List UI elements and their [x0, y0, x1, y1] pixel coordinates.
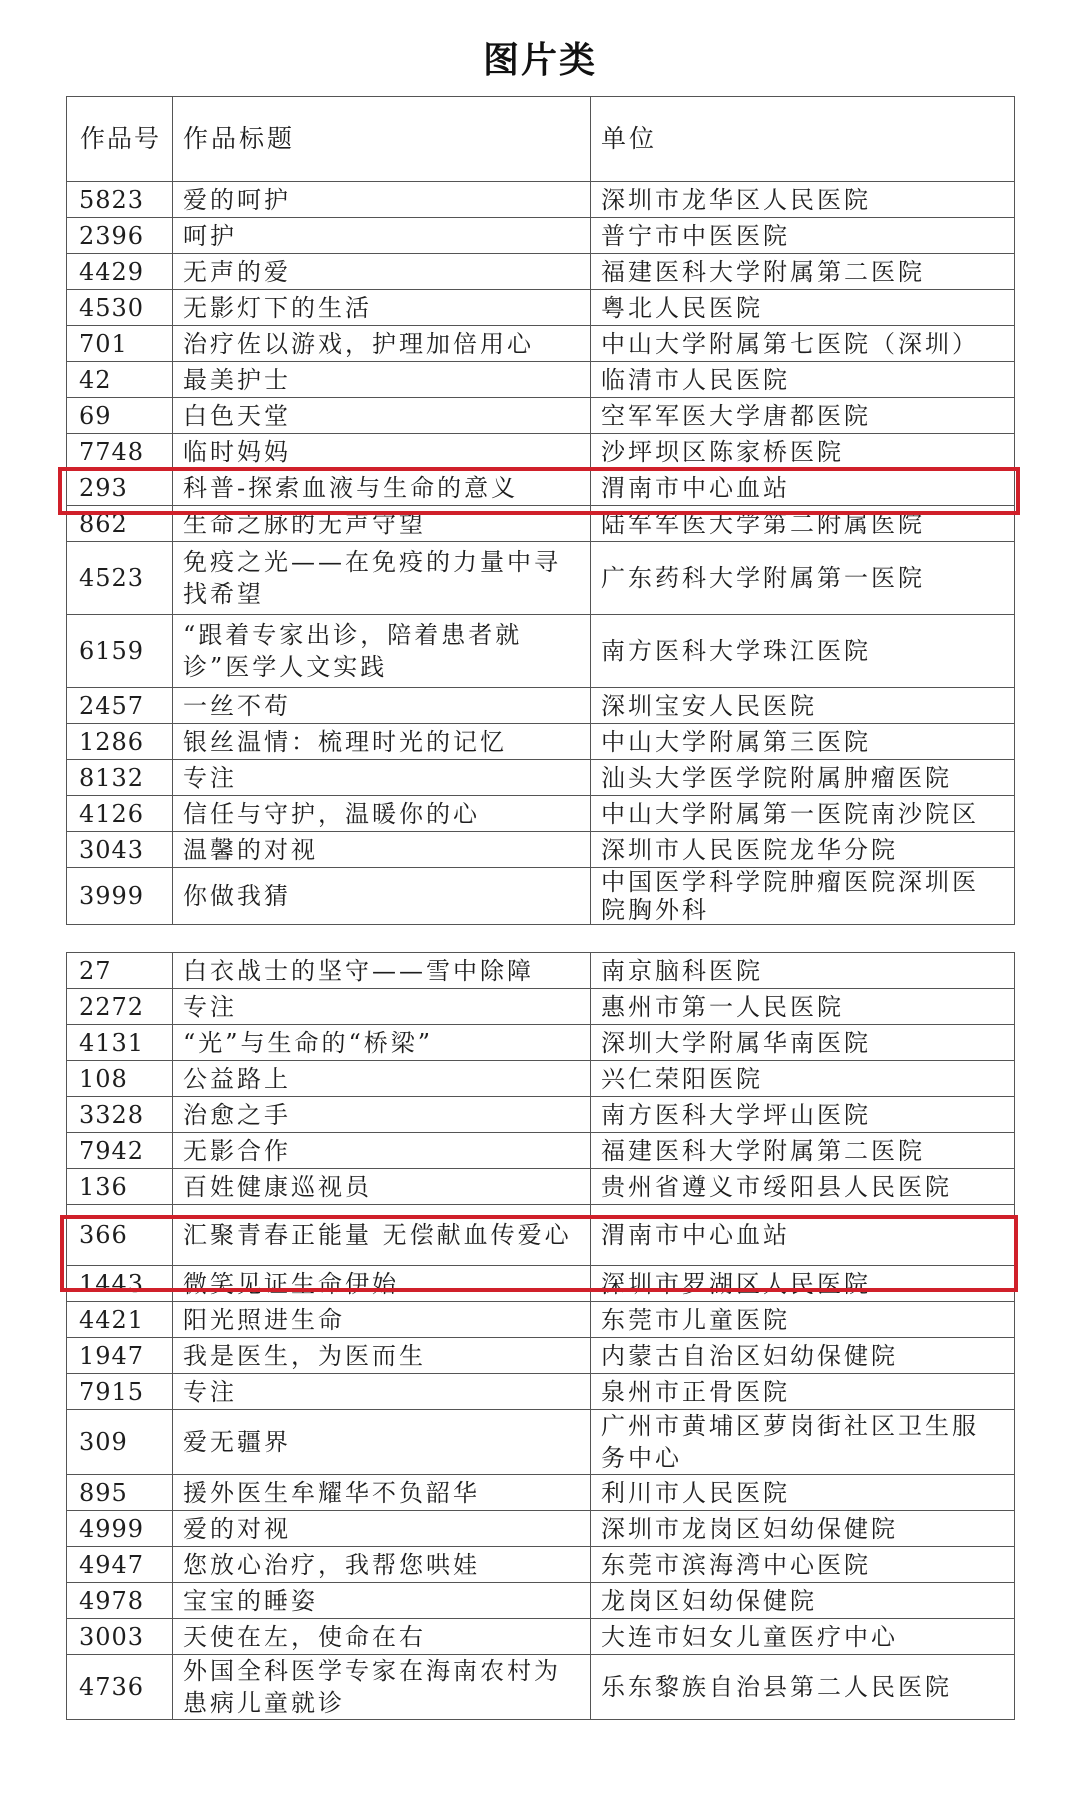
work-title-cell: 阳光照进生命 [173, 1302, 591, 1338]
work-number-cell: 4947 [67, 1547, 173, 1583]
work-title-cell: 我是医生，为医而生 [173, 1338, 591, 1374]
table-row [67, 1061, 1015, 1097]
table-row [67, 760, 1015, 796]
unit-cell: 龙岗区妇幼保健院 [591, 1583, 1015, 1619]
work-title-cell: 白衣战士的坚守——雪中除障 [173, 953, 591, 989]
table-row [67, 398, 1015, 434]
work-title-cell: 您放心治疗，我帮您哄娃 [173, 1547, 591, 1583]
unit-cell: 中山大学附属第一医院南沙院区 [591, 796, 1015, 832]
unit-cell: 东莞市滨海湾中心医院 [591, 1547, 1015, 1583]
table-header [67, 97, 1015, 182]
page-break-gap [60, 931, 1020, 943]
work-title-cell: 外国全科医学专家在海南农村为患病儿童就诊 [173, 1655, 591, 1720]
unit-cell: 乐东黎族自治县第二人民医院 [591, 1655, 1015, 1720]
work-number-cell: 1947 [67, 1338, 173, 1374]
table-row [67, 326, 1015, 362]
work-title-cell: 临时妈妈 [173, 434, 591, 470]
work-number-cell: 2457 [67, 688, 173, 724]
work-number-cell: 7942 [67, 1133, 173, 1169]
unit-cell: 泉州市正骨医院 [591, 1374, 1015, 1410]
table-row [67, 832, 1015, 868]
table-row [67, 290, 1015, 326]
header-row [67, 97, 1015, 182]
work-title-cell: 公益路上 [173, 1061, 591, 1097]
work-number-cell: 293 [67, 470, 173, 506]
unit-cell: 粤北人民医院 [591, 290, 1015, 326]
unit-cell: 中山大学附属第三医院 [591, 724, 1015, 760]
unit-cell: 深圳宝安人民医院 [591, 688, 1015, 724]
table-row [67, 1374, 1015, 1410]
unit-cell: 深圳市人民医院龙华分院 [591, 832, 1015, 868]
unit-cell: 东莞市儿童医院 [591, 1302, 1015, 1338]
table-row [67, 1025, 1015, 1061]
unit-cell: 中国医学科学院肿瘤医院深圳医院胸外科 [591, 868, 1015, 925]
work-title-cell: 专注 [173, 1374, 591, 1410]
work-title-cell: 专注 [173, 989, 591, 1025]
work-number-cell: 3328 [67, 1097, 173, 1133]
table-row [67, 1266, 1015, 1302]
unit-cell: 内蒙古自治区妇幼保健院 [591, 1338, 1015, 1374]
work-title-cell: 最美护士 [173, 362, 591, 398]
table-row [67, 1511, 1015, 1547]
table-row [67, 1475, 1015, 1511]
table-row [67, 1169, 1015, 1205]
table-row [67, 953, 1015, 989]
unit-cell: 福建医科大学附属第二医院 [591, 1133, 1015, 1169]
unit-cell: 南方医科大学珠江医院 [591, 615, 1015, 688]
table-row [67, 1410, 1015, 1475]
unit-cell: 渭南市中心血站 [591, 470, 1015, 506]
work-number-cell: 69 [67, 398, 173, 434]
work-number-cell: 3003 [67, 1619, 173, 1655]
work-number-cell: 2272 [67, 989, 173, 1025]
unit-cell: 贵州省遵义市绥阳县人民医院 [591, 1169, 1015, 1205]
work-title-cell: 微笑见证生命伊始 [173, 1266, 591, 1302]
unit-cell: 沙坪坝区陈家桥医院 [591, 434, 1015, 470]
page-title: 图片类 [482, 40, 597, 81]
work-number-cell: 136 [67, 1169, 173, 1205]
table-row [67, 1655, 1015, 1720]
work-title-cell: 白色天堂 [173, 398, 591, 434]
work-number-cell: 4736 [67, 1655, 173, 1720]
work-number-cell: 5823 [67, 182, 173, 218]
work-number-cell: 1286 [67, 724, 173, 760]
work-number-cell: 1443 [67, 1266, 173, 1302]
work-number-cell: 8132 [67, 760, 173, 796]
table-row [67, 796, 1015, 832]
work-title-cell: 信任与守护，温暖你的心 [173, 796, 591, 832]
table-body-part-1 [67, 182, 1015, 925]
unit-cell: 惠州市第一人民医院 [591, 989, 1015, 1025]
work-number-cell: 108 [67, 1061, 173, 1097]
table-row [67, 218, 1015, 254]
work-number-cell: 7748 [67, 434, 173, 470]
work-title-cell: 爱无疆界 [173, 1410, 591, 1475]
work-title-cell: 爱的对视 [173, 1511, 591, 1547]
work-title-cell: 宝宝的睡姿 [173, 1583, 591, 1619]
table-row [67, 1205, 1015, 1266]
unit-cell: 南京脑科医院 [591, 953, 1015, 989]
work-number-cell: 42 [67, 362, 173, 398]
work-title-cell: 专注 [173, 760, 591, 796]
table-row [67, 542, 1015, 615]
unit-cell: 利川市人民医院 [591, 1475, 1015, 1511]
table-row [67, 362, 1015, 398]
unit-cell: 陆军军医大学第二附属医院 [591, 506, 1015, 542]
work-number-cell: 4530 [67, 290, 173, 326]
work-number-cell: 3043 [67, 832, 173, 868]
table-body-part-2 [67, 953, 1015, 1720]
table-row [67, 434, 1015, 470]
work-title-cell: 呵护 [173, 218, 591, 254]
work-number-cell: 862 [67, 506, 173, 542]
table-row [67, 688, 1015, 724]
unit-cell: 大连市妇女儿童医疗中心 [591, 1619, 1015, 1655]
work-number-cell: 4126 [67, 796, 173, 832]
table-row [67, 1338, 1015, 1374]
table-row [67, 254, 1015, 290]
work-number-cell: 4523 [67, 542, 173, 615]
unit-cell: 南方医科大学坪山医院 [591, 1097, 1015, 1133]
work-number-cell: 2396 [67, 218, 173, 254]
work-title-cell: 治疗佐以游戏，护理加倍用心 [173, 326, 591, 362]
table-row [67, 724, 1015, 760]
work-title-cell: 汇聚青春正能量 无偿献血传爱心 [173, 1205, 591, 1266]
table-row [67, 1302, 1015, 1338]
unit-cell: 渭南市中心血站 [591, 1205, 1015, 1266]
table-row [67, 1583, 1015, 1619]
work-title-cell: “光”与生命的“桥梁” [173, 1025, 591, 1061]
unit-cell: 广州市黄埔区萝岗街社区卫生服务中心 [591, 1410, 1015, 1475]
work-number-cell: 4429 [67, 254, 173, 290]
work-number-cell: 4978 [67, 1583, 173, 1619]
header-work-number: 作品号 [67, 97, 173, 182]
table-row [67, 1133, 1015, 1169]
header-unit: 单位 [591, 97, 1015, 182]
work-number-cell: 3999 [67, 868, 173, 925]
work-title-cell: 免疫之光——在免疫的力量中寻找希望 [173, 542, 591, 615]
work-title-cell: “跟着专家出诊，陪着患者就诊”医学人文实践 [173, 615, 591, 688]
unit-cell: 普宁市中医医院 [591, 218, 1015, 254]
work-title-cell: 你做我猜 [173, 868, 591, 925]
work-number-cell: 4131 [67, 1025, 173, 1061]
work-title-cell: 无声的爱 [173, 254, 591, 290]
table-row [67, 615, 1015, 688]
table-row [67, 506, 1015, 542]
work-number-cell: 366 [67, 1205, 173, 1266]
work-title-cell: 科普-探索血液与生命的意义 [173, 470, 591, 506]
award-table-part-1 [66, 96, 1015, 925]
table-row [67, 1097, 1015, 1133]
header-work-title: 作品标题 [173, 97, 591, 182]
table-row [67, 182, 1015, 218]
work-title-cell: 无影合作 [173, 1133, 591, 1169]
table-row [67, 1547, 1015, 1583]
unit-cell: 中山大学附属第七医院（深圳） [591, 326, 1015, 362]
unit-cell: 广东药科大学附属第一医院 [591, 542, 1015, 615]
work-title-cell: 治愈之手 [173, 1097, 591, 1133]
table-row [67, 868, 1015, 925]
table-row [67, 989, 1015, 1025]
unit-cell: 深圳市龙华区人民医院 [591, 182, 1015, 218]
work-title-cell: 无影灯下的生活 [173, 290, 591, 326]
work-number-cell: 4999 [67, 1511, 173, 1547]
work-number-cell: 27 [67, 953, 173, 989]
work-number-cell: 701 [67, 326, 173, 362]
work-number-cell: 309 [67, 1410, 173, 1475]
work-title-cell: 一丝不苟 [173, 688, 591, 724]
work-title-cell: 温馨的对视 [173, 832, 591, 868]
work-number-cell: 7915 [67, 1374, 173, 1410]
work-title-cell: 生命之脉的无声守望 [173, 506, 591, 542]
unit-cell: 临清市人民医院 [591, 362, 1015, 398]
work-number-cell: 6159 [67, 615, 173, 688]
unit-cell: 深圳大学附属华南医院 [591, 1025, 1015, 1061]
table-row [67, 1619, 1015, 1655]
work-title-cell: 天使在左，使命在右 [173, 1619, 591, 1655]
work-title-cell: 爱的呵护 [173, 182, 591, 218]
work-number-cell: 4421 [67, 1302, 173, 1338]
table-row [67, 470, 1015, 506]
unit-cell: 深圳市龙岗区妇幼保健院 [591, 1511, 1015, 1547]
work-number-cell: 895 [67, 1475, 173, 1511]
unit-cell: 深圳市罗湖区人民医院 [591, 1266, 1015, 1302]
unit-cell: 汕头大学医学院附属肿瘤医院 [591, 760, 1015, 796]
unit-cell: 福建医科大学附属第二医院 [591, 254, 1015, 290]
work-title-cell: 银丝温情：梳理时光的记忆 [173, 724, 591, 760]
unit-cell: 兴仁荣阳医院 [591, 1061, 1015, 1097]
award-table-part-2 [66, 952, 1015, 1720]
work-title-cell: 援外医生牟耀华不负韶华 [173, 1475, 591, 1511]
unit-cell: 空军军医大学唐都医院 [591, 398, 1015, 434]
work-title-cell: 百姓健康巡视员 [173, 1169, 591, 1205]
